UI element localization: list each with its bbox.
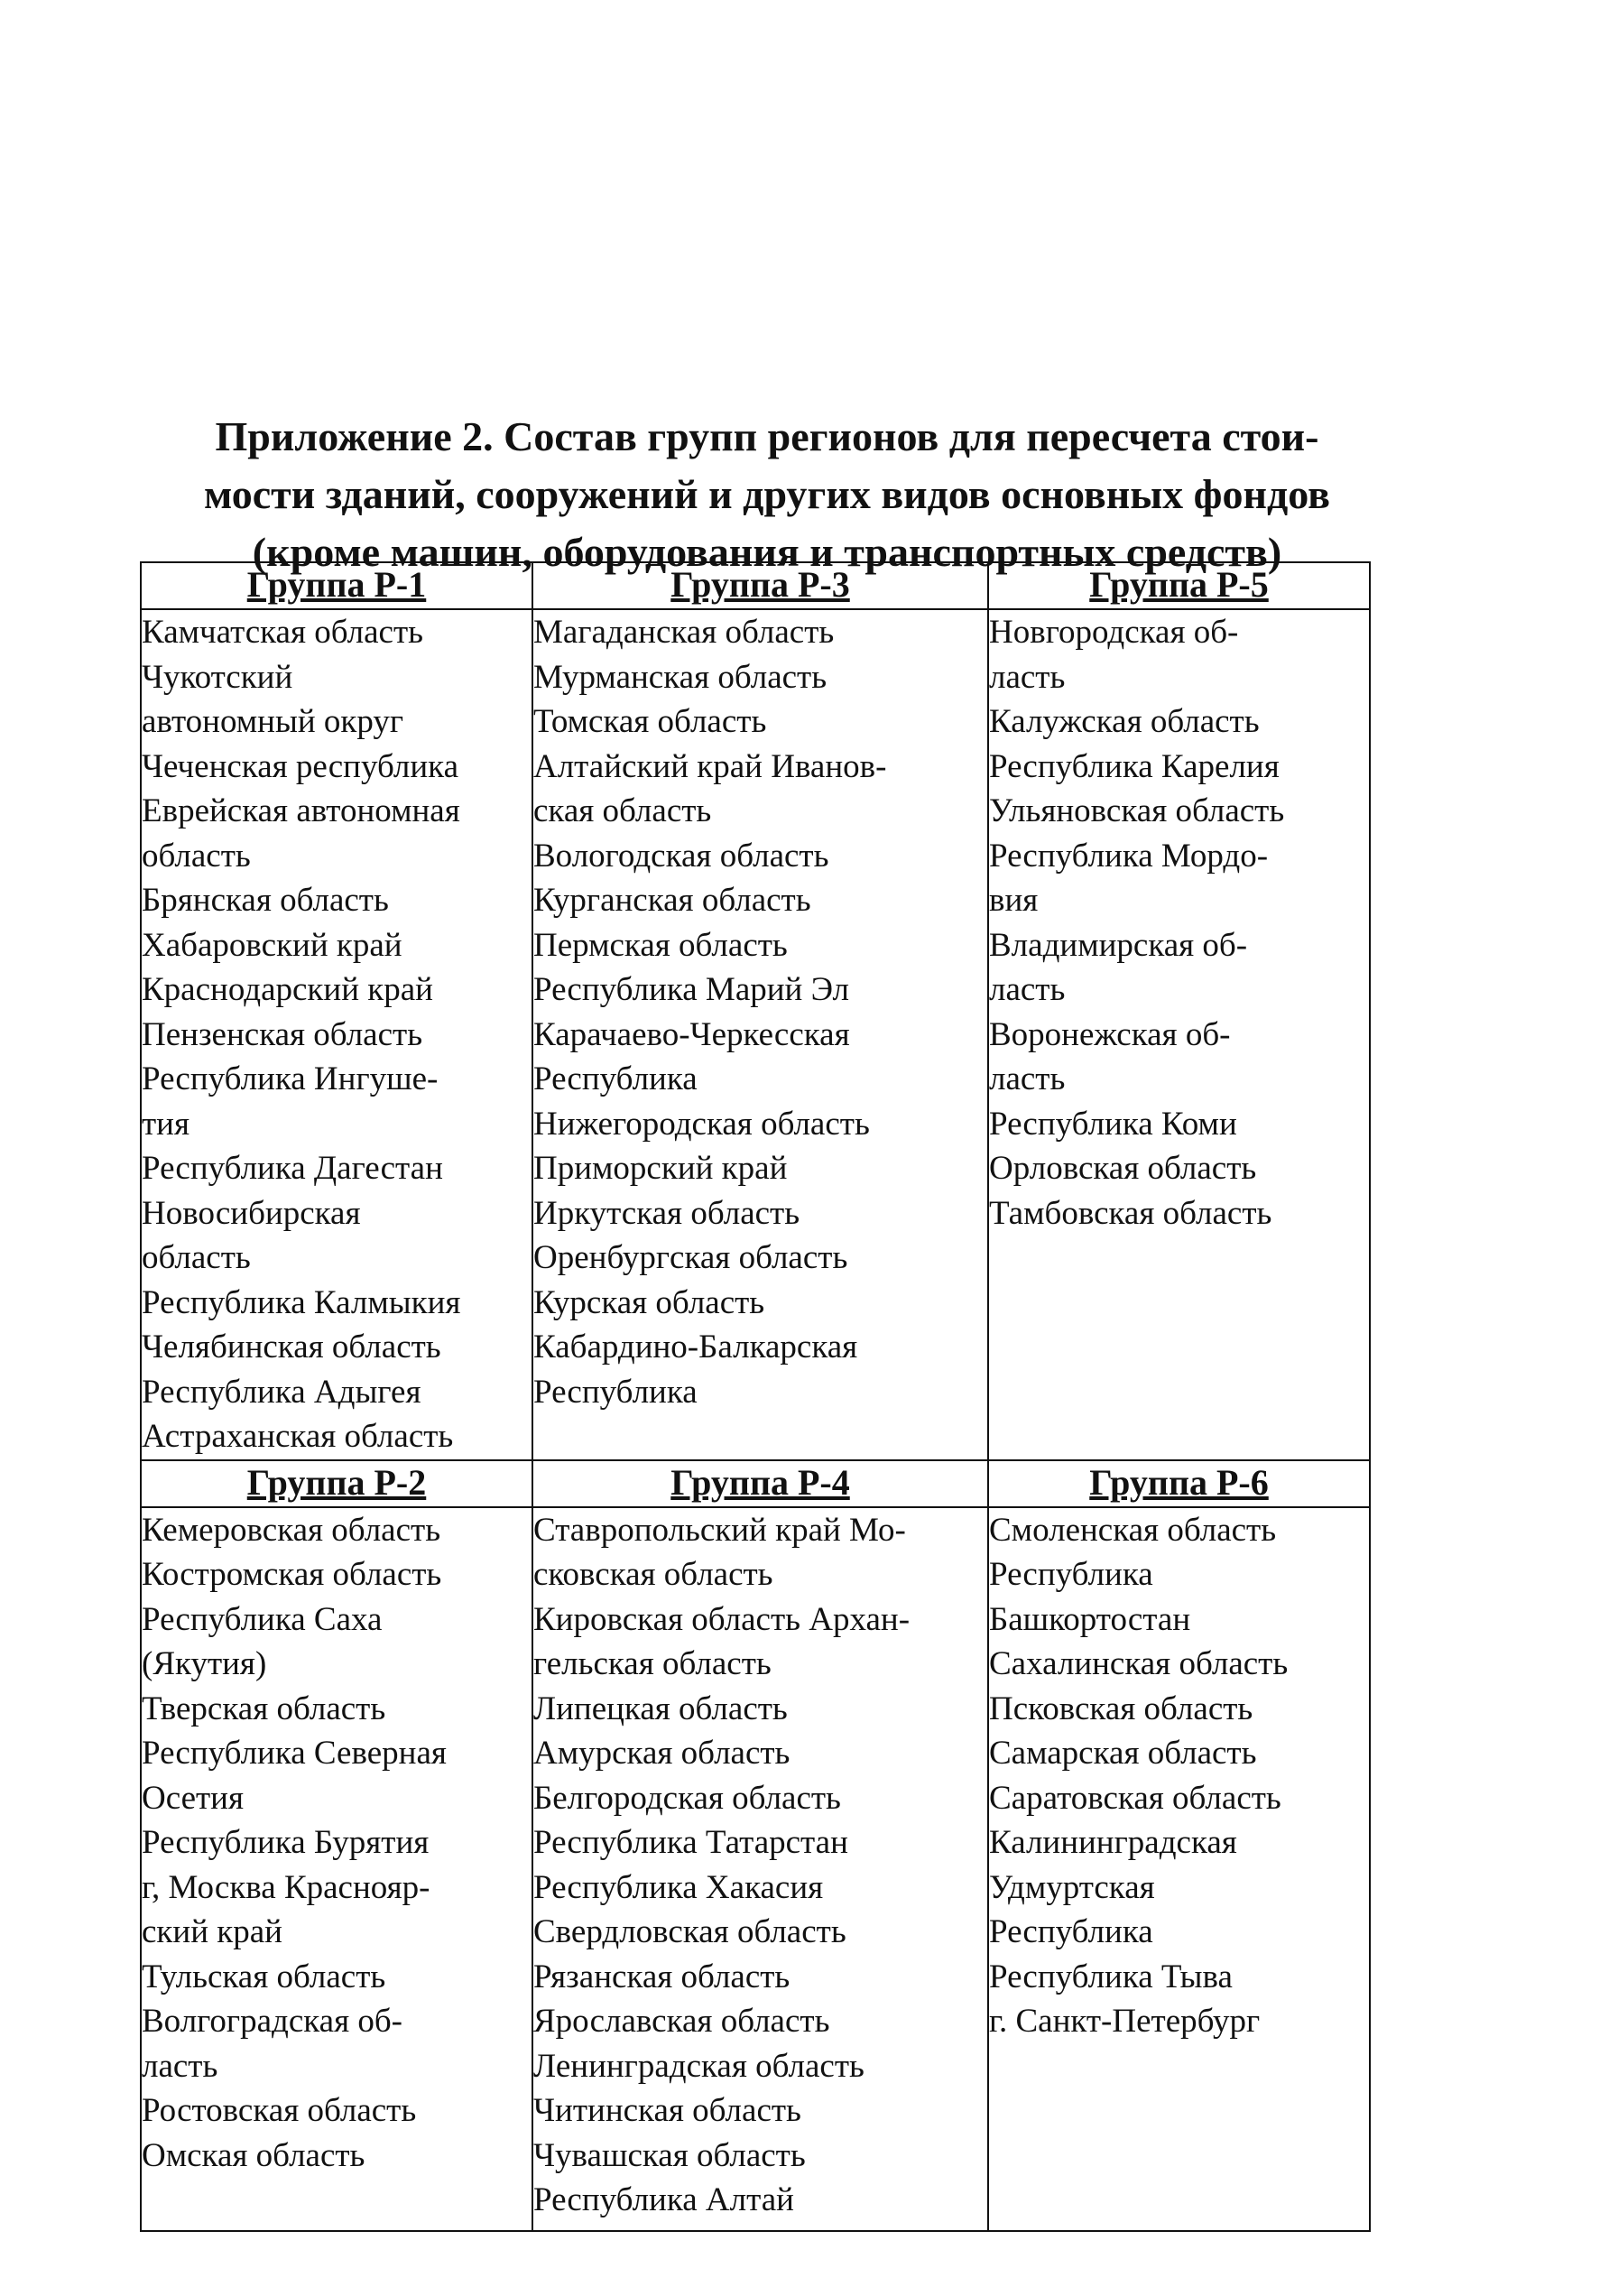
region-line: Еврейская автономная [142,792,460,829]
region-line: Свердловская область [533,1913,846,1950]
region-line: Пензенская область [142,1015,423,1053]
region-line: Вологодская область [533,837,829,875]
region-line: ласть [989,1060,1066,1097]
region-line: Республика Хакасия [533,1868,824,1906]
regions-row-bottom [141,1507,1370,2231]
region-line: г, Москва Краснояр- [142,1868,430,1906]
region-line: ласть [142,2047,218,2085]
region-line: Омская область [142,2136,365,2174]
region-line: Карачаево-Черкесская [533,1015,850,1053]
cell-group-r3 [532,609,988,1460]
header-row-top [141,562,1370,609]
region-line: ский край [142,1913,282,1950]
region-line: ласть [989,971,1066,1008]
region-line: Краснодарский край [142,971,433,1008]
title-line: мости зданий, сооружений и других видов основных фондов [204,471,1330,517]
region-line: Челябинская область [142,1329,441,1366]
region-line: гельская область [533,1645,772,1682]
header-group-r5: Группа Р-5 [988,562,1370,609]
region-line: Республика [533,1373,698,1411]
region-line: Хабаровский край [142,926,402,964]
title-line: Приложение 2. Состав групп регионов для пересчета стои- [215,413,1319,459]
title-line: (кроме машин, оборудования и транспортных средств) [252,529,1282,575]
header-group-r2: Группа Р-2 [141,1460,532,1507]
header-group-r3: Группа Р-3 [532,562,988,609]
cell-group-r1 [141,609,532,1460]
region-line: Псковская область [989,1690,1253,1727]
region-line: Тульская область [142,1958,386,1995]
region-line: Чеченская республика [142,747,458,785]
region-line: тия [142,1105,190,1143]
region-line: Республика Адыгея [142,1373,421,1411]
region-line: Республика Мордо- [989,837,1269,875]
cell-group-r2 [141,1507,532,2231]
region-line: (Якутия) [142,1645,267,1682]
region-line: Республика Татарстан [533,1824,848,1861]
header-group-r6: Группа Р-6 [988,1460,1370,1507]
region-line: ская область [533,792,712,829]
region-line: Республика Коми [989,1105,1237,1143]
region-line: Осетия [142,1779,245,1817]
region-line: Пермская область [533,926,788,964]
region-line: Республика Саха [142,1600,383,1638]
region-line: Ярославская область [533,2003,830,2040]
header-group-r4: Группа Р-4 [532,1460,988,1507]
document-title [135,408,1399,581]
region-line: Курганская область [533,882,811,919]
region-line: Камчатская область [142,614,424,651]
region-line: область [142,837,251,875]
region-line: Волгоградская об- [142,2003,403,2040]
region-line: Новгородская об- [989,614,1239,651]
region-line: Республика Карелия [989,747,1280,785]
region-line: Башкортостан [989,1600,1191,1638]
region-line: г. Санкт-Петербург [989,2003,1261,2040]
region-line: ласть [989,658,1066,696]
region-line: Новосибирская [142,1194,361,1232]
region-line: Удмуртская [989,1868,1155,1906]
region-line: Тамбовская область [989,1194,1272,1232]
region-line: Кабардино-Балкарская [533,1329,858,1366]
header-group-r1: Группа Р-1 [141,562,532,609]
region-line: Ленинградская область [533,2047,864,2085]
regions-row-top [141,609,1370,1460]
region-line: Липецкая область [533,1690,788,1727]
region-line: Смоленская область [989,1511,1277,1549]
region-line: Орловская область [989,1150,1257,1187]
region-line: Мурманская область [533,658,827,696]
region-line: Республика [989,1556,1153,1593]
region-line: Республика Калмыкия [142,1283,461,1321]
region-line: Сахалинская область [989,1645,1289,1682]
region-line: Республика Северная [142,1735,447,1772]
region-line: Республика [989,1913,1153,1950]
region-line: Кировская область Архан- [533,1600,911,1638]
region-line: Томская область [533,703,767,740]
region-line: Приморский край [533,1150,788,1187]
region-line: Республика Тыва [989,1958,1233,1995]
region-line: Брянская область [142,882,389,919]
region-groups-table [140,561,1371,2232]
cell-group-r4 [532,1507,988,2231]
region-line: Самарская область [989,1735,1257,1772]
region-line: Астраханская область [142,1418,454,1455]
region-line: Амурская область [533,1735,791,1772]
region-line: Владимирская об- [989,926,1248,964]
region-line: Костромская область [142,1556,442,1593]
region-line: Чукотский [142,658,293,696]
cell-group-r6 [988,1507,1370,2231]
cell-group-r5 [988,609,1370,1460]
region-line: сковская область [533,1556,773,1593]
region-line: Ставропольский край Мо- [533,1511,906,1549]
region-line: Нижегородская область [533,1105,870,1143]
region-line: область [142,1239,251,1276]
region-line: Республика Марий Эл [533,971,850,1008]
region-line: Республика Дагестан [142,1150,443,1187]
region-line: Кемеровская область [142,1511,441,1549]
region-line: Ростовская область [142,2092,417,2129]
header-row-bottom [141,1460,1370,1507]
region-line: Воронежская об- [989,1015,1231,1053]
region-line: Белгородская область [533,1779,841,1817]
region-line: Республика Ингуше- [142,1060,439,1097]
region-line: Иркутская область [533,1194,800,1232]
region-line: Ульяновская область [989,792,1285,829]
region-line: Республика Алтай [533,2181,794,2218]
region-line: Тверская область [142,1690,386,1727]
region-line: Магаданская область [533,614,835,651]
region-line: Чувашская область [533,2136,806,2174]
region-line: Саратовская область [989,1779,1281,1817]
region-line: Республика [533,1060,698,1097]
region-line: Алтайский край Иванов- [533,747,887,785]
region-line: Калининградская [989,1824,1237,1861]
region-line: Курская область [533,1283,765,1321]
region-line: Оренбургская область [533,1239,848,1276]
region-line: Читинская область [533,2092,801,2129]
region-line: Республика Бурятия [142,1824,430,1861]
region-line: вия [989,882,1039,919]
region-line: Калужская область [989,703,1260,740]
region-line: автономный округ [142,703,404,740]
region-line: Рязанская область [533,1958,791,1995]
